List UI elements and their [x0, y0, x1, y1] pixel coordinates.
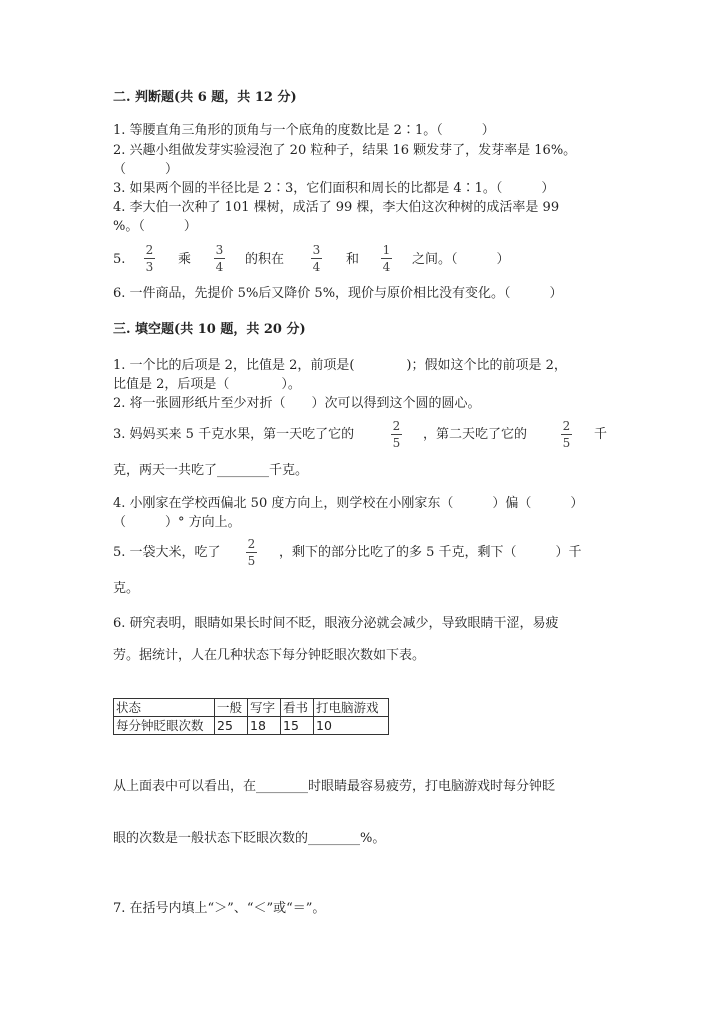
judge-q5-word-multiply: 乘 [178, 252, 192, 267]
fill-q1-line1: 1. 一个比的后项是 2，比值是 2，前项是( )；假如这个比的前项是 2， [113, 358, 567, 373]
section-2-title: 二. 判断题(共 6 题，共 12 分) [113, 90, 297, 105]
table-cell: 10 [314, 717, 389, 735]
fill-q3-part1: 3. 妈妈买来 5 千克水果，第一天吃了它的 [113, 427, 355, 442]
fill-q4-line2: （ ）° 方向上。 [113, 515, 241, 530]
numerator: 3 [215, 243, 224, 257]
denominator: 5 [562, 436, 571, 450]
fraction-one-quarter [381, 244, 392, 273]
fill-q6-line2: 劳。据统计，人在几种状态下每分钟眨眼次数如下表。 [113, 648, 426, 663]
fill-q1-line2: 比值是 2，后项是（ ）。 [113, 377, 301, 392]
table-row [114, 717, 389, 735]
judge-q5-word-and: 和 [346, 252, 360, 267]
judge-q5-number: 5. [113, 252, 126, 267]
fill-q3-line2: 克，两天一共吃了________千克。 [113, 463, 309, 478]
numerator: 2 [247, 537, 256, 551]
judge-q5-word-product: 的积在 [245, 252, 285, 267]
table-cell: 每分钟眨眼次数 [114, 717, 215, 735]
judge-q5-tail: 之间。（ ） [412, 252, 510, 267]
judge-q2-line1: 2. 兴趣小组做发芽实验浸泡了 20 粒种子，结果 16 颗发芽了，发芽率是 16%。 [113, 143, 577, 158]
table-cell: 25 [215, 717, 248, 735]
fraction-three-quarters-b [311, 244, 322, 273]
denominator: 4 [312, 260, 321, 274]
fill-q5-part1: 5. 一袋大米，吃了 [113, 545, 221, 560]
table-cell: 15 [281, 717, 314, 735]
judge-q1: 1. 等腰直角三角形的顶角与一个底角的度数比是 2∶1。（ ） [113, 123, 495, 138]
numerator: 1 [382, 243, 391, 257]
fill-q2: 2. 将一张圆形纸片至少对折（ ）次可以得到这个圆的圆心。 [113, 396, 481, 411]
fill-q5-part2: ，剩下的部分比吃了的多 5 千克，剩下（ ）千 [279, 545, 582, 560]
judge-q2-line2: （ ） [113, 162, 179, 177]
fill-q6-line3: 从上面表中可以看出，在________时眼睛最容易疲劳，打电脑游戏时每分钟眨 [113, 779, 556, 794]
judge-q6: 6. 一件商品，先提价 5%后又降价 5%，现价与原价相比没有变化。（ ） [113, 286, 563, 301]
fraction-two-thirds [144, 244, 155, 273]
numerator: 2 [562, 419, 571, 433]
judge-q4-line1: 4. 李大伯一次种了 101 棵树，成活了 99 棵，李大伯这次种树的成活率是 99 [113, 200, 560, 215]
denominator: 4 [382, 260, 391, 274]
table-header-cell: 写字 [248, 699, 281, 717]
fraction-two-fifths [391, 420, 402, 449]
fill-q6-line4: 眼的次数是一般状态下眨眼次数的________%。 [113, 831, 386, 846]
fill-q3-part2: ，第二天吃了它的 [423, 427, 528, 442]
section-3-title: 三. 填空题(共 10 题，共 20 分) [113, 322, 306, 337]
fill-q3-part3: 千 [594, 427, 608, 442]
fill-q6-line1: 6. 研究表明，眼睛如果长时间不眨，眼液分泌就会减少，导致眼睛干涩，易疲 [113, 616, 559, 631]
denominator: 3 [145, 260, 154, 274]
table-header-cell: 一般 [215, 699, 248, 717]
fraction-three-quarters [214, 244, 225, 273]
fraction-two-fifths-c [246, 538, 257, 567]
denominator: 5 [392, 436, 401, 450]
fill-q4-line1: 4. 小刚家在学校西偏北 50 度方向上，则学校在小刚家东（ ）偏（ ） [113, 496, 584, 511]
numerator: 2 [392, 419, 401, 433]
blink-rate-table [113, 698, 389, 735]
fraction-two-fifths-b [561, 420, 572, 449]
numerator: 3 [312, 243, 321, 257]
table-header-row [114, 699, 389, 717]
fill-q5-line2: 克。 [113, 581, 140, 596]
judge-q3: 3. 如果两个圆的半径比是 2∶3，它们面积和周长的比都是 4∶1。（ ） [113, 181, 555, 196]
table-header-cell: 看书 [281, 699, 314, 717]
denominator: 4 [215, 260, 224, 274]
table-header-cell: 打电脑游戏 [314, 699, 389, 717]
fill-q7: 7. 在括号内填上“＞”、“＜”或“＝”。 [113, 901, 326, 916]
table-header-cell: 状态 [114, 699, 215, 717]
table-cell: 18 [248, 717, 281, 735]
numerator: 2 [145, 243, 154, 257]
denominator: 5 [247, 554, 256, 568]
judge-q4-line2: %。（ ） [113, 219, 197, 234]
